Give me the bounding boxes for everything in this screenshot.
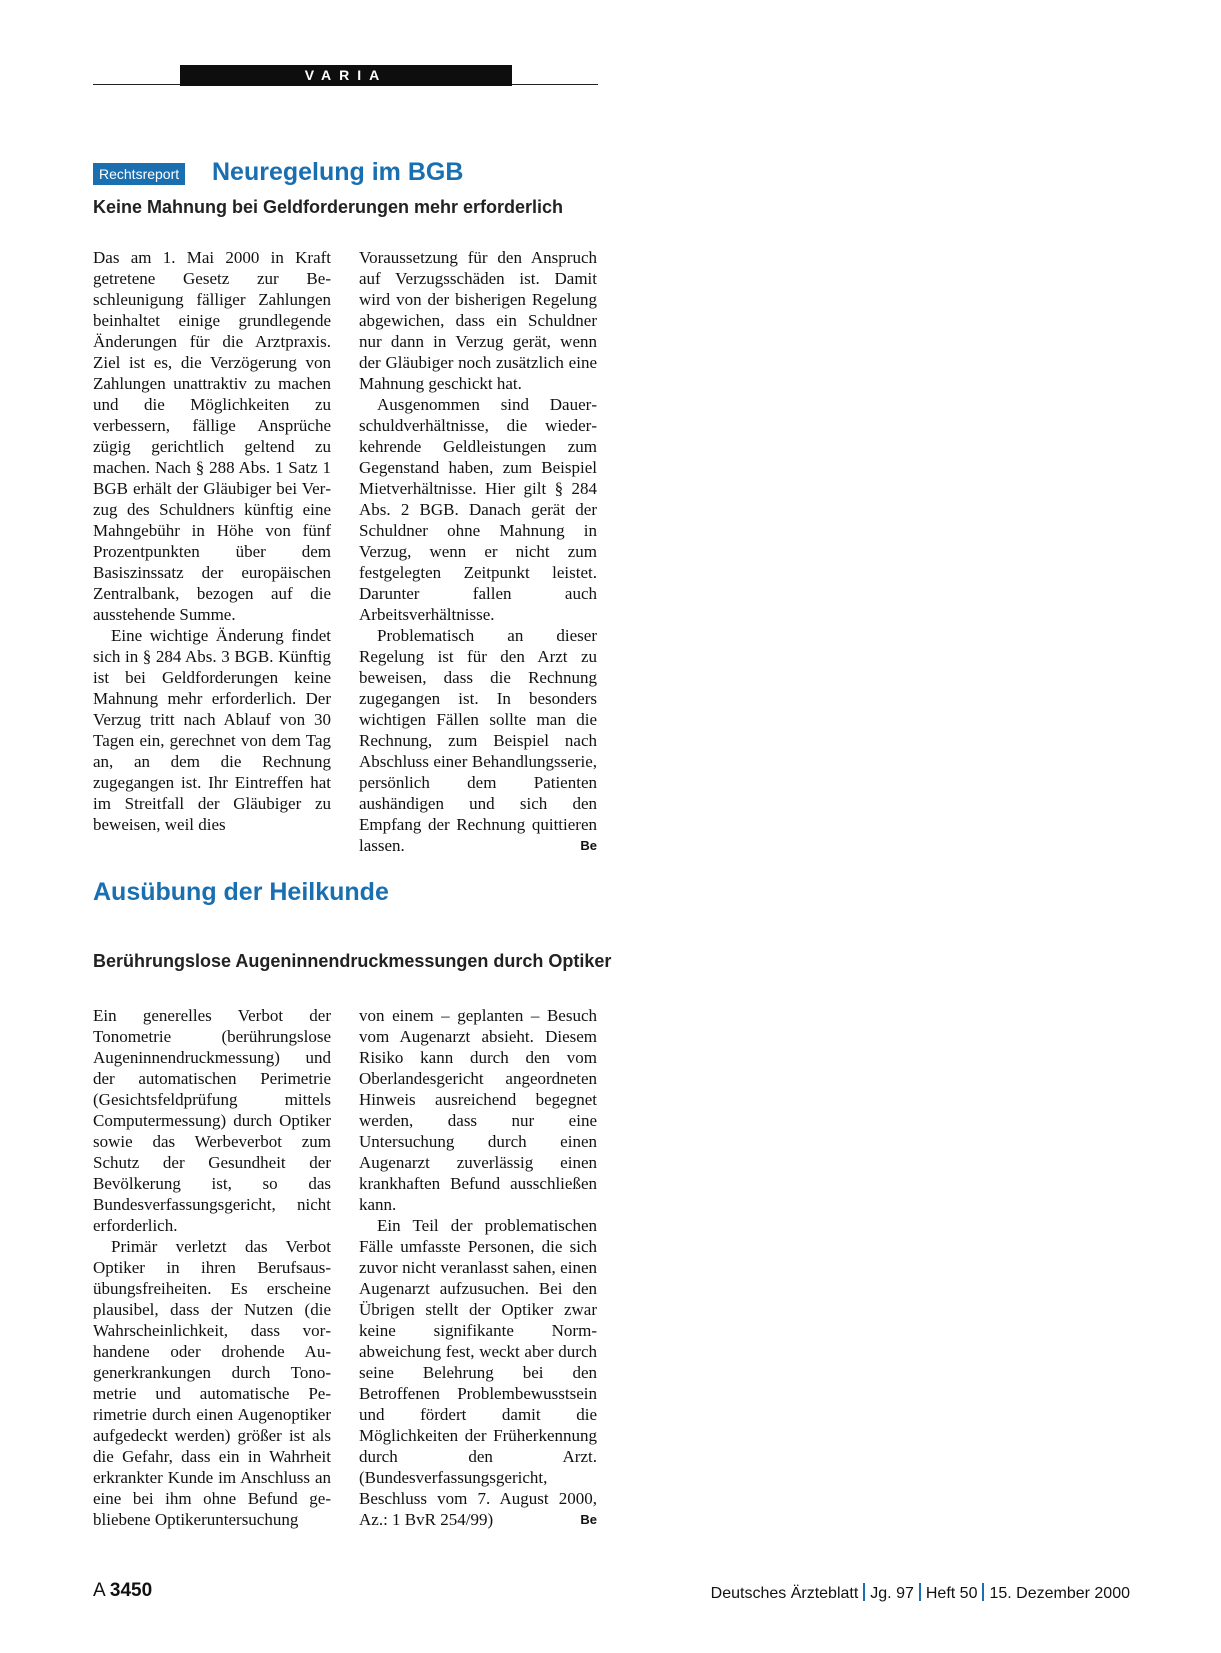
article2-title: Ausübung der Heilkunde bbox=[93, 878, 389, 906]
page-folio bbox=[93, 1580, 152, 1602]
article-kicker-badge: Rechtsreport bbox=[93, 163, 185, 185]
article1-column-2 bbox=[359, 247, 597, 856]
article1-title: Neuregelung im BGB bbox=[212, 158, 464, 186]
paragraph bbox=[359, 1215, 597, 1530]
paragraph bbox=[359, 625, 597, 856]
journal-issue: Heft 50 bbox=[925, 1585, 978, 1602]
paragraph: Ein generelles Verbot der Tonometrie (berührungslose Augeninnendruckmessung) und der automatischen Perimetrie (Gesichtsfeldprüfung mittels Computermessung) durch Optiker sowie das Werbeverbot zum Schutz der Gesundheit der Bevölkerung ist, so das Bundesverfassungsgericht, nicht erforderlich. bbox=[93, 1006, 331, 1235]
journal-name: Deutsches Ärzteblatt bbox=[710, 1585, 859, 1602]
paragraph: von einem – geplanten – Besuch vom Augenarzt absieht. Diesem Risiko kann durch den vom Oberlandesgericht angeordneten Hinweis ausreichend begegnet werden, dass nur eine Untersuchung durch einen Augenarzt zuverlässig einen krankhaften Befund ausschließen kann. bbox=[359, 1006, 597, 1214]
footer-separator bbox=[863, 1583, 865, 1601]
author-signature: Be bbox=[580, 838, 597, 853]
article2-column-2 bbox=[359, 1005, 597, 1530]
folio-prefix: A bbox=[93, 1580, 105, 1601]
page-number: 3450 bbox=[109, 1580, 153, 1601]
article1-subtitle: Keine Mahnung bei Geldforderungen mehr erforderlich bbox=[93, 197, 564, 217]
author-signature: Be bbox=[580, 1512, 597, 1527]
paragraph-text: Problematisch an dieser Regelung ist für den Arzt zu beweisen, dass die Rechnung zugegangen ist. In besonders wichtigen Fällen sollte man die Rechnung, zum Beispiel nach Abschluss einer Behandlungsserie, persönlich dem Patienten aushändigen und sich den Empfang der Rechnung quittieren lassen. bbox=[359, 626, 597, 855]
paragraph: Ausgenommen sind Dauerschuldverhältnisse, die wiederkehrende Geldleistungen zum Gegenstand haben, zum Beispiel Mietverhältnisse. Hier gilt § 284 Abs. 2 BGB. Danach gerät der Schuldner ohne Mahnung in Verzug, wenn er nicht zum festgelegten Zeitpunkt leistet. Darunter fallen auch Arbeitsverhältnisse. bbox=[359, 395, 597, 624]
section-header: VARIA bbox=[180, 65, 512, 86]
article1-column-1 bbox=[93, 247, 331, 835]
journal-footer bbox=[711, 1583, 1130, 1603]
paragraph-text: Ein Teil der problematischen Fälle umfasste Personen, die sich zuvor nicht veranlasst sahen, einen Augenarzt aufzusuchen. Bei den Übrigen stellt der Optiker zwar keine signifikante Normabweichung fest, weckt aber durch seine Belehrung bei den Betroffenen Problembewusstsein und fördert damit die Möglichkeiten der Früherkennung durch den Arzt. (Bundesverfassungsgericht, Beschluss vom 7. August 2000, Az.: 1 BvR 254/99) bbox=[359, 1216, 597, 1529]
journal-volume: Jg. 97 bbox=[870, 1585, 914, 1602]
paragraph: Primär verletzt das Verbot Optiker in ihren Berufsausübungsfreiheiten. Es erscheine plausibel, dass der Nutzen (die Wahrscheinlichkeit, dass vorhandene oder drohende Augenerkrankungen durch Tonometrie und automatische Perimetrie durch einen Augenoptiker aufgedeckt werden) größer ist als die Gefahr, dass ein in Wahrheit erkrankter Kunde im Anschluss an eine bei ihm ohne Befund gebliebene Optikeruntersuchung bbox=[93, 1237, 331, 1529]
paragraph: Voraussetzung für den Anspruch auf Verzugsschäden ist. Damit wird von der bisherigen Regelung abgewichen, dass ein Schuldner nur dann in Verzug gerät, wenn der Gläubiger noch zusätzlich eine Mahnung geschickt hat. bbox=[359, 248, 597, 393]
article2-subtitle: Berührungslose Augeninnendruckmessungen durch Optiker bbox=[93, 951, 612, 971]
journal-date: 15. Dezember 2000 bbox=[989, 1585, 1130, 1602]
article2-column-1 bbox=[93, 1005, 331, 1530]
paragraph: Das am 1. Mai 2000 in Kraft getretene Gesetz zur Beschleunigung fälliger Zahlungen beinhaltet einige grundlegende Änderungen für die Arztpraxis. Ziel ist es, die Verzögerung von Zahlungen unattraktiv zu machen und die Möglichkeiten zu verbessern, fällige Ansprüche zügig gerichtlich geltend zu machen. Nach § 288 Abs. 1 Satz 1 BGB erhält der Gläubiger bei Verzug des Schuldners künftig eine Mahngebühr in Höhe von fünf Prozentpunkten über dem Basiszinssatz der europäischen Zentralbank, bezogen auf die ausstehende Summe. bbox=[93, 248, 331, 624]
footer-separator bbox=[982, 1583, 984, 1601]
paragraph: Eine wichtige Änderung findet sich in § 284 Abs. 3 BGB. Künftig ist bei Geldforderungen keine Mahnung mehr erforderlich. Der Verzug tritt nach Ablauf von 30 Tagen ein, gerechnet von dem Tag an, an dem die Rechnung zugegangen ist. Ihr Eintreffen hat im Streitfall der Gläubiger zu beweisen, weil dies bbox=[93, 626, 331, 834]
footer-separator bbox=[919, 1583, 921, 1601]
